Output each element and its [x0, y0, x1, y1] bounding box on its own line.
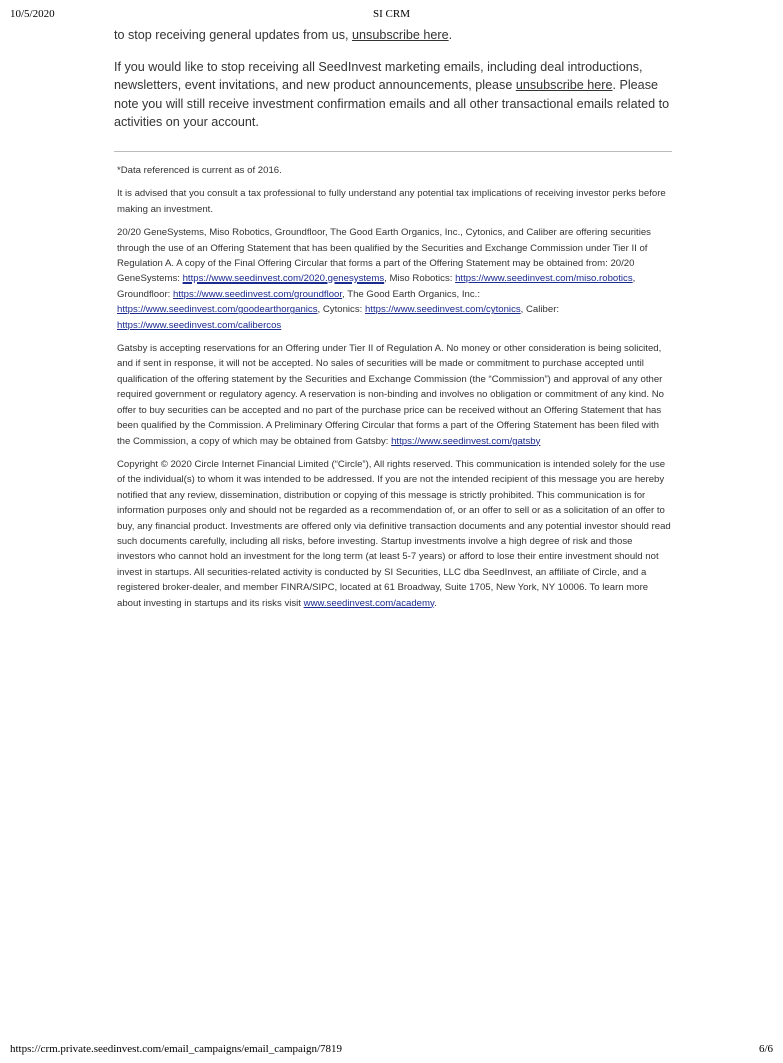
copyright-text: Copyright © 2020 Circle Internet Financial Limited (“Circle”), All rights reserved. This communication is intended solely for the use of the individual(s) to whom it was intended to be addressed. If you are not the intended recipient of this message you are hereby notified that any review, dissemination, distribution or copying of this message is strictly prohibited. This communication is for information purposes only and should not be regarded as a recommendation of, or an offer to sell or as a solicitation of an offer to buy, any financial product. Investments are offered only via definitive transaction documents and any potential investor should read such documents carefully, including all risks, before investing. Startup investments involve a high degree of risk and those investors who cannot hold an investment for the long term (at least 5-7 years) or afford to lose their entire investment should not invest in startups. All securities-related activity is conducted by SI Securities, LLC dba SeedInvest, an affiliate of Circle, and a registered broker-dealer, and member FINRA/SIPC, located at 61 Broadway, Suite 1705, New York, NY 10006. To learn more about investing in startups and its risks visit [117, 458, 671, 609]
disclaimer-section [117, 163, 673, 611]
link-miso-robotics[interactable]: https://www.seedinvest.com/miso.robotics [455, 273, 633, 285]
unsubscribe-general-paragraph [114, 26, 674, 44]
unsubscribe-general-text: to stop receiving general updates from us, [114, 28, 353, 42]
print-title: SI CRM [373, 8, 410, 20]
unsubscribe-all-link[interactable]: unsubscribe here [515, 78, 613, 93]
page-number: 6/6 [758, 1043, 773, 1055]
copyright-end: . [434, 597, 437, 609]
label-groundfloor: , Groundfloor: [117, 273, 636, 300]
label-caliber: , Caliber: [520, 304, 560, 316]
copyright-paragraph [117, 457, 673, 611]
print-url: https://crm.private.seedinvest.com/email_campaigns/email_campaign/7819 [10, 1043, 343, 1055]
link-academy[interactable]: www.seedinvest.com/academy [303, 597, 435, 609]
label-goodearth: , The Good Earth Organics, Inc.: [342, 288, 480, 300]
link-gatsby[interactable]: https://www.seedinvest.com/gatsby [391, 435, 541, 447]
unsubscribe-general-end: . [448, 28, 453, 42]
print-footer [0, 1043, 783, 1057]
gatsby-text: Gatsby is accepting reservations for an Offering under Tier II of Regulation A. No money or other consideration is being solicited, and if sent in response, it will not be accepted. No sales of securities will be made or commitment to purchase accepted until qualification of the offering statement by the Securities and Exchange Commission (the “Commission”) and approval of any other required government or regulatory agency. A reservation is non-binding and involves no obligation or commitment of any kind. No offer to buy securities can be accepted and no part of the purchase price can be received without an Offering Statement that has been qualified by the Commission. A Preliminary Offering Circular that forms a part of the Offering Statement has been filed with the Commission, a copy of which may be obtained from Gatsby: [117, 343, 664, 447]
gatsby-paragraph [117, 341, 673, 449]
offerings-paragraph [117, 225, 673, 333]
link-cytonics[interactable]: https://www.seedinvest.com/cytonics [364, 304, 521, 316]
offerings-intro: 20/20 GeneSystems, Miso Robotics, Groundfloor, The Good Earth Organics, Inc., Cytonics, and Caliber are offering securities through the use of an Offering Statement that has been qualified by the Securities and Exchange Commission under Tier II of Regulation A. A copy of the Final Offering Circular that forms a part of the Offering Statement may be obtained from: 20/20 GeneSystems: [117, 227, 651, 285]
link-genesystems[interactable]: https://www.seedinvest.com/2020.genesystems [182, 273, 385, 285]
unsubscribe-general-link[interactable]: unsubscribe here [352, 28, 449, 42]
section-divider [114, 151, 672, 152]
link-groundfloor[interactable]: https://www.seedinvest.com/groundfloor [173, 288, 343, 300]
unsubscribe-all-end: . Please note you will still receive investment confirmation emails and all other transactional emails related to activities on your account. [114, 78, 670, 129]
tax-advice: It is advised that you consult a tax professional to fully understand any potential tax implications of receiving investor perks before making an investment. [117, 188, 666, 215]
print-header [0, 8, 783, 22]
data-note: *Data referenced is current as of 2016. [117, 165, 282, 176]
link-goodearth[interactable]: https://www.seedinvest.com/goodearthorganics [117, 304, 318, 316]
unsubscribe-all-paragraph [114, 58, 674, 131]
label-miso: , Miso Robotics: [384, 273, 456, 285]
link-caliber[interactable]: https://www.seedinvest.com/calibercos [117, 319, 282, 331]
print-date: 10/5/2020 [10, 8, 55, 20]
unsubscribe-all-text: If you would like to stop receiving all SeedInvest marketing emails, including deal introductions, newsletters, event invitations, and new product announcements, please [114, 60, 643, 93]
label-cytonics: , Cytonics: [317, 304, 365, 316]
unsubscribe-section [114, 26, 674, 131]
